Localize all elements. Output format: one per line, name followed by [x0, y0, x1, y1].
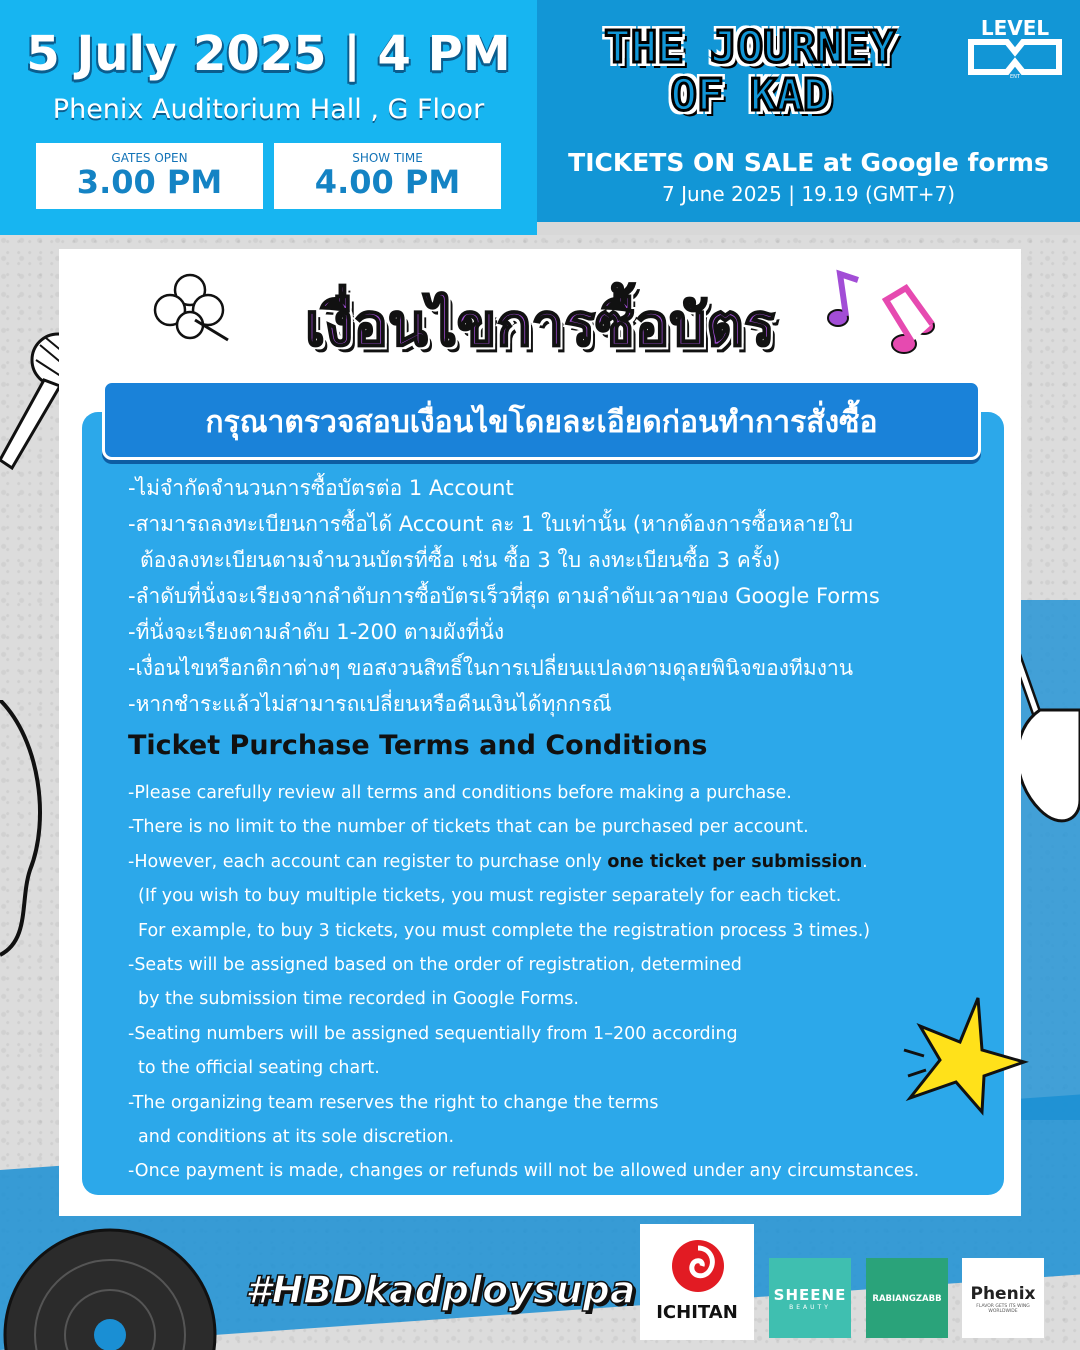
thai-term: ต้องลงทะเบียนตามจำนวนบัตรที่ซื้อ เช่น ซื้อ 3 ใบ ลงทะเบียนซื้อ 3 ครั้ง) [140, 548, 781, 572]
event-hashtag: #HBDkadploysupa [245, 1268, 636, 1312]
english-term: -Please carefully review all terms and conditions before making a purchase. [128, 783, 792, 803]
event-title-line1: THE JOURNEY [604, 22, 896, 73]
level-logo-text: LEVEL [980, 16, 1050, 40]
show-time-value: 4.00 PM [314, 163, 461, 201]
sponsor-ichitan-logo [640, 1224, 754, 1340]
review-banner [102, 380, 981, 460]
review-banner-text: กรุณาตรวจสอบเงื่อนไขโดยละเอียดก่อนทำการสั่งซื้อ [205, 405, 878, 440]
rabiangzabb-name: RABIANGZABB [872, 1294, 942, 1304]
sponsor-sheene-logo [769, 1258, 851, 1338]
english-term: by the submission time recorded in Google Forms. [138, 989, 579, 1010]
english-term: to the official seating chart. [138, 1058, 380, 1079]
thai-term: -หากชำระแล้วไม่สามารถเปลี่ยนหรือคืนเงินได้ทุกกรณี [128, 692, 612, 716]
level-logo-mark-icon [967, 38, 1063, 76]
vinyl-record-icon [0, 1215, 230, 1350]
show-time-box [274, 143, 501, 209]
event-date-time: 5 July 2025 | 4 PM [26, 26, 511, 82]
english-terms-heading: Ticket Purchase Terms and Conditions [128, 730, 708, 761]
thai-term: -สามารถลงทะเบียนการซื้อได้ Account ละ 1 ใบเท่านั้น (หากต้องการซื้อหลายใบ [128, 512, 853, 536]
english-term [128, 845, 998, 879]
thai-title: เงื่อนไขการซื้อบัตร [304, 291, 776, 359]
sheene-name: SHEENE [773, 1286, 847, 1304]
ichitan-name: ICHITAN [656, 1302, 738, 1323]
sponsor-rabiangzabb-logo [866, 1258, 948, 1338]
clover-icon [150, 270, 235, 345]
english-term-emphasis: one ticket per submission [607, 851, 863, 872]
english-term: -Once payment is made, changes or refunds will not be allowed under any circumstances. [128, 1161, 920, 1182]
thai-term: -เงื่อนไขหรือกติกาต่างๆ ขอสงวนสิทธิ์ในการเปลี่ยนแปลงตามดุลยพินิจของทีมงาน [128, 656, 854, 680]
sponsor-phenix-logo [962, 1258, 1044, 1338]
event-title-line2: OF KAD [670, 70, 830, 121]
guitar-outline-icon [0, 700, 60, 960]
english-term: -There is no limit to the number of tickets that can be purchased per account. [128, 817, 809, 838]
event-venue: Phenix Auditorium Hall , G Floor [52, 94, 485, 125]
event-title-logo [570, 24, 930, 128]
phenix-name: Phenix [970, 1284, 1036, 1304]
star-icon [900, 990, 1030, 1120]
level-ent-logo [965, 18, 1065, 84]
ichitan-swirl-icon [670, 1236, 726, 1298]
thai-term: -ที่นั่งจะเรียงตามลำดับ 1-200 ตามผังที่นั่ง [128, 620, 505, 644]
english-term: and conditions at its sole discretion. [138, 1127, 455, 1148]
gates-open-label: GATES OPEN [111, 151, 188, 165]
level-logo-sub: ENT [1010, 74, 1020, 80]
thai-term: -ลำดับที่นั่งจะเรียงจากลำดับการซื้อบัตรเร็วที่สุด ตามลำดับเวลาของ Google Forms [128, 584, 880, 608]
thai-terms-list [128, 470, 988, 722]
english-term: For example, to buy 3 tickets, you must complete the registration process 3 times.) [138, 920, 871, 941]
phenix-sub: FLAVOR GETS ITS WING WORLDWIDE [976, 1304, 1030, 1314]
thai-term: -ไม่จำกัดจำนวนการซื้อบัตรต่อ 1 Account [128, 476, 514, 500]
english-term: (If you wish to buy multiple tickets, you must register separately for each ticket. [138, 886, 842, 907]
sheene-sub: BEAUTY [789, 1304, 831, 1311]
music-notes-icon [818, 266, 938, 356]
gates-open-time: 3.00 PM [76, 163, 223, 201]
gates-open-box [36, 143, 263, 209]
english-term: -The organizing team reserves the right to change the terms [128, 1092, 659, 1113]
english-term-period: . [862, 851, 868, 872]
english-term: -Seating numbers will be assigned sequentially from 1–200 according [128, 1023, 738, 1044]
english-term-text: -However, each account can register to purchase only [128, 851, 602, 872]
english-term: -Seats will be assigned based on the order of registration, determined [128, 955, 742, 976]
show-time-label: SHOW TIME [352, 151, 423, 165]
english-terms-list [128, 776, 998, 1189]
tickets-on-sale: TICKETS ON SALE at Google forms [568, 148, 1049, 177]
tickets-sale-date: 7 June 2025 | 19.19 (GMT+7) [661, 182, 956, 206]
